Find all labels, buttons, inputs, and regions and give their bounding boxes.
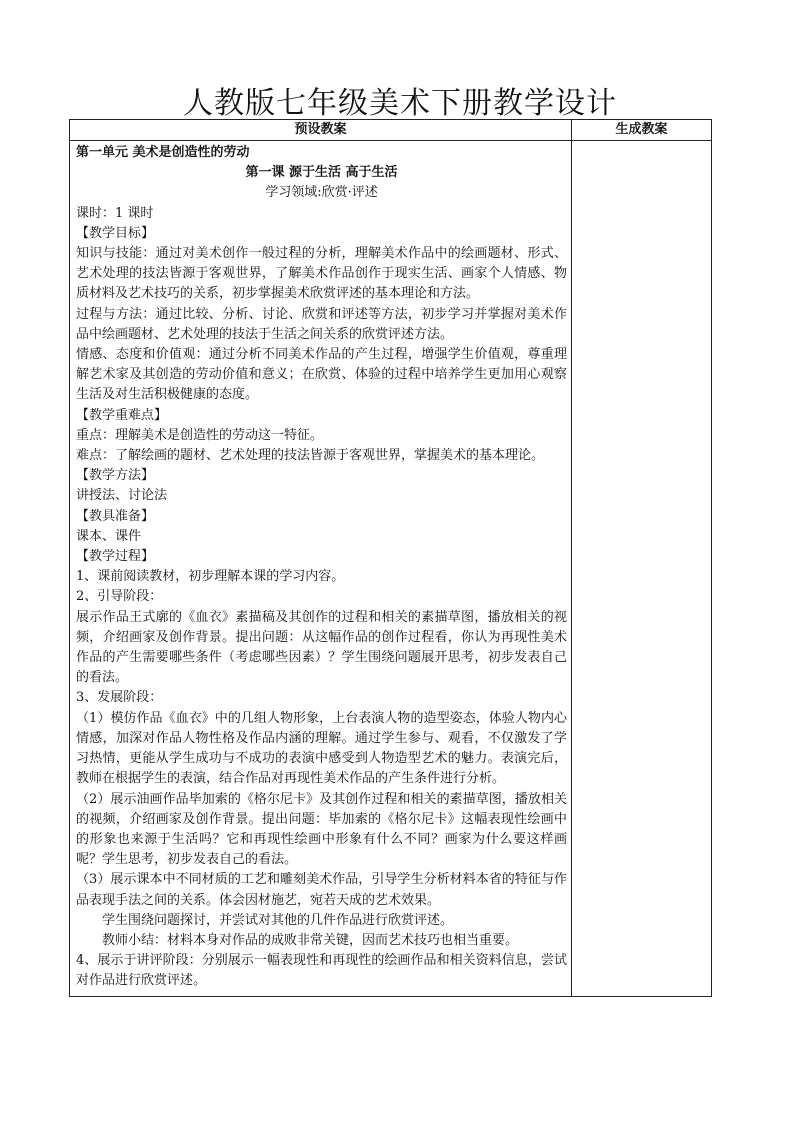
lesson-title: 第一课 源于生活 高于生活	[245, 165, 398, 181]
methods-text: 讲授法、讨论法	[76, 488, 168, 504]
process-step-3-1: （1）模仿作品《血衣》中的几组人物形象，上台表演人物的造型姿态，体验人物内心情感，加深对作品人物性格及作品内涵的理解。通过学生参与、观看，不仅激发了学习热情，更能从学生成功与不成功的表演中感受到人物造型艺术的魅力。表演完后，教师在根据学生的表演，结合作品对再现性美术作品的产生条件进行分析。	[76, 710, 567, 787]
document-title: 人教版七年级美术下册教学设计	[183, 86, 617, 121]
table-body-row	[70, 141, 712, 997]
process-step-3-2: （2）展示油画作品毕加索的《格尔尼卡》及其创作过程和相关的素描草图，播放相关的视频，介绍画家及创作背景。提出问题：毕加索的《格尔尼卡》这幅表现性绘画中的形象也来源于生活吗？它和再现性绘画中形象有什么不同？画家为什么要这样画呢？学生思考，初步发表自己的看法。	[76, 791, 567, 868]
learning-field: 学习领域:欣赏·评述	[265, 185, 378, 201]
table-header-row	[70, 120, 712, 141]
process-step-2: 2、引导阶段：	[76, 589, 163, 605]
heading-key-points: 【教学重难点】	[76, 407, 168, 423]
goal-knowledge: 知识与技能：通过对美术创作一般过程的分析，理解美术作品中的绘画题材、形式、艺术处理的技法皆源于客观世界，了解美术作品创作于现实生活、画家个人情感、物质材料及艺术技巧的关系，初步掌握美术欣赏评述的基本理论和方法。	[76, 246, 567, 302]
heading-tools: 【教具准备】	[76, 508, 155, 524]
generated-content-cell	[572, 141, 712, 997]
class-hours: 课时：1 课时	[76, 205, 154, 221]
preset-content	[70, 141, 571, 996]
process-step-4: 4、展示于讲评阶段：分别展示一幅表现性和再现性的绘画作品和相关资料信息，尝试对作品进行欣赏评述。	[76, 953, 567, 989]
tools-text: 课本、课件	[76, 528, 142, 544]
heading-methods: 【教学方法】	[76, 468, 155, 484]
preset-content-cell	[70, 141, 572, 997]
difficult-point: 难点：了解绘画的题材、艺术处理的技法皆源于客观世界，掌握美术的基本理论。	[76, 448, 545, 464]
heading-goals: 【教学目标】	[76, 225, 155, 241]
key-point: 重点：理解美术是创造性的劳动这一特征。	[76, 427, 324, 443]
process-step-3-discussion: 学生围绕问题探讨，并尝试对其他的几件作品进行欣赏评述。	[102, 912, 454, 928]
process-step-3-3: （3）展示课本中不同材质的工艺和雕刻美术作品，引导学生分析材料本省的特征与作品表现手法之间的关系。体会因材施艺，宛若天成的艺术效果。	[76, 872, 567, 908]
heading-process: 【教学过程】	[76, 549, 155, 565]
process-step-3: 3、发展阶段：	[76, 690, 163, 706]
unit-title: 第一单元 美术是创造性的劳动	[76, 145, 250, 160]
col-generated-header: 生成教案	[572, 120, 712, 141]
process-step-2-detail: 展示作品王式廓的《血衣》素描稿及其创作的过程和相关的素描草图，播放相关的视频，介绍画家及创作背景。提出问题：从这幅作品的创作过程看，你认为再现性美术作品的产生需要哪些条件（考虑哪些因素）？学生围绕问题展开思考，初步发表自己的看法。	[76, 609, 567, 686]
process-step-3-summary: 教师小结：材料本身对作品的成败非常关键，因而艺术技巧也相当重要。	[102, 932, 519, 948]
lesson-plan-table	[69, 119, 712, 997]
col-preset-header: 预设教案	[70, 120, 572, 141]
goal-attitude: 情感、态度和价值观：通过分析不同美术作品的产生过程，增强学生价值观，尊重理解艺术家及其创造的劳动价值和意义；在欣赏、体验的过程中培养学生更加用心观察生活及对生活积极健康的态度。	[76, 347, 567, 403]
goal-process: 过程与方法：通过比较、分析、讨论、欣赏和评述等方法，初步学习并掌握对美术作品中绘画题材、艺术处理的技法于生活之间关系的欣赏评述方法。	[76, 306, 567, 342]
process-step-1: 1、课前阅读教材，初步理解本课的学习内容。	[76, 569, 345, 585]
